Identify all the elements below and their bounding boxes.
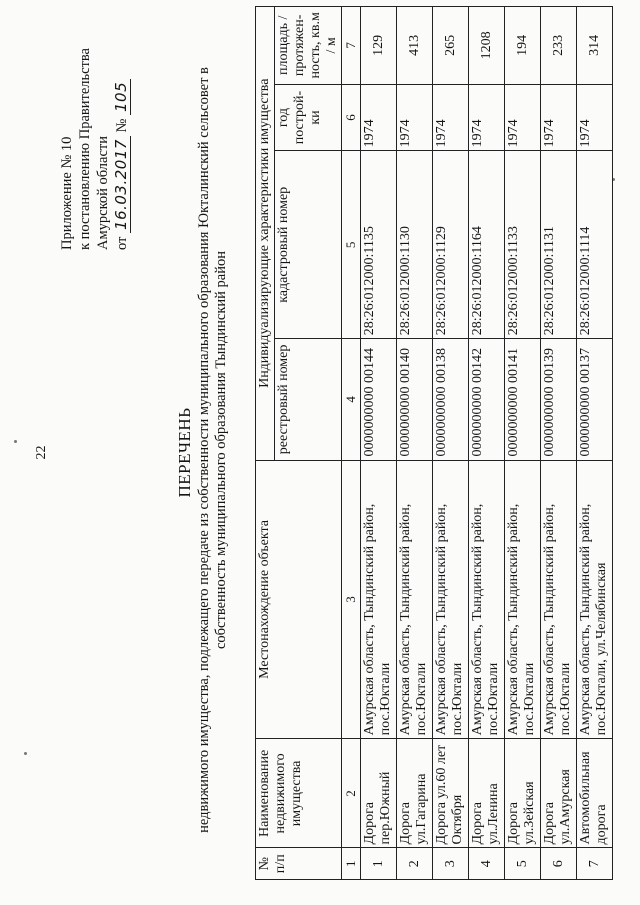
cell-location: Амурская область, Тындинский район, пос.Юктали: [469, 460, 505, 739]
table-row: [397, 7, 433, 880]
appendix-date-line: [112, 0, 131, 250]
cell-cadastral: 28:26:012000:1133: [505, 151, 541, 339]
cell-number: 5: [505, 848, 541, 880]
cell-location: Амурская область, Тындинский район, пос.Юктали: [541, 460, 577, 739]
column-number: 4: [342, 339, 361, 460]
cell-number: 1: [361, 848, 397, 880]
document-subtitle: [196, 15, 230, 885]
cell-year: 1974: [361, 84, 397, 151]
cell-year: 1974: [541, 84, 577, 151]
table-row: [577, 7, 613, 880]
header-name: Наименование недвижимого имущества: [256, 739, 342, 848]
cell-area: 413: [397, 7, 433, 85]
table-header-row: [256, 7, 275, 880]
handwritten-number: 105: [112, 79, 131, 115]
header-area: площадь / протяжен-ность, кв.м / м: [275, 7, 342, 85]
cell-registry: 0000000000 00139: [541, 339, 577, 460]
cell-cadastral: 28:26:012000:1135: [361, 151, 397, 339]
cell-location: Амурская область, Тындинский район, пос.Юктали: [433, 460, 469, 739]
appendix-line: Амурской области: [95, 136, 111, 250]
header-registry: реестровый номер: [275, 339, 342, 460]
appendix-line: к постановлению Правительства: [77, 48, 93, 250]
page-number: 22: [34, 445, 49, 460]
cell-registry: 0000000000 00141: [505, 339, 541, 460]
cell-number: 7: [577, 848, 613, 880]
header-location: Местонахождение объекта: [256, 460, 342, 739]
cell-year: 1974: [433, 84, 469, 151]
subtitle-line: собственность муниципального образования Тындинский район: [213, 251, 229, 650]
cell-location: Амурская область, Тындинский район, пос.Юктали: [397, 460, 433, 739]
cell-year: 1974: [469, 84, 505, 151]
property-table: [255, 6, 613, 880]
cell-registry: 0000000000 00144: [361, 339, 397, 460]
cell-location: Амурская область, Тындинский район, пос.Юктали: [505, 460, 541, 739]
cell-area: 129: [361, 7, 397, 85]
cell-name: Автомобильная дорога: [577, 739, 613, 848]
cell-location: Амурская область, Тындинский район, пос.Юктали: [361, 460, 397, 739]
cell-name: Дорога ул.Гагарина: [397, 739, 433, 848]
cell-location: Амурская область, Тындинский район, пос.Юктали, ул.Челябинская: [577, 460, 613, 739]
column-number: 7: [342, 7, 361, 85]
cell-name: Дорога ул.Зейская: [505, 739, 541, 848]
header-characteristics: Индивидуализирующие характеристики имущества: [256, 7, 275, 461]
table-row: [469, 7, 505, 880]
appendix-line: Приложение № 10: [59, 136, 75, 250]
column-number: 6: [342, 84, 361, 151]
date-prefix: от: [114, 236, 130, 250]
column-number: 2: [342, 739, 361, 848]
cell-year: 1974: [505, 84, 541, 151]
appendix-header: [58, 0, 131, 250]
header-number: № п/п: [256, 848, 342, 880]
cell-cadastral: 28:26:012000:1129: [433, 151, 469, 339]
cell-number: 2: [397, 848, 433, 880]
cell-number: 6: [541, 848, 577, 880]
column-number: 5: [342, 151, 361, 339]
cell-cadastral: 28:26:012000:1114: [577, 151, 613, 339]
number-prefix: №: [114, 118, 130, 133]
column-number-row: [342, 7, 361, 880]
cell-cadastral: 28:26:012000:1131: [541, 151, 577, 339]
cell-cadastral: 28:26:012000:1164: [469, 151, 505, 339]
table-row: [505, 7, 541, 880]
subtitle-line: недвижимого имущества, подлежащего передаче из собственности муниципального образования Юкталинский сельсовет в: [196, 67, 212, 833]
cell-number: 3: [433, 848, 469, 880]
column-number: 3: [342, 460, 361, 739]
cell-name: Дорога ул.Амурская: [541, 739, 577, 848]
table-row: [433, 7, 469, 880]
handwritten-date: 16.03.2017: [112, 136, 131, 233]
column-number: 1: [342, 848, 361, 880]
cell-area: 265: [433, 7, 469, 85]
cell-area: 1208: [469, 7, 505, 85]
cell-year: 1974: [397, 84, 433, 151]
table-row: [361, 7, 397, 880]
cell-year: 1974: [577, 84, 613, 151]
cell-registry: 0000000000 00142: [469, 339, 505, 460]
cell-name: Дорога пер.Южный: [361, 739, 397, 848]
cell-area: 194: [505, 7, 541, 85]
cell-registry: 0000000000 00138: [433, 339, 469, 460]
cell-name: Дорога ул.Ленина: [469, 739, 505, 848]
cell-number: 4: [469, 848, 505, 880]
header-year: год построй-ки: [275, 84, 342, 151]
cell-cadastral: 28:26:012000:1130: [397, 151, 433, 339]
table-row: [541, 7, 577, 880]
cell-area: 233: [541, 7, 577, 85]
cell-registry: 0000000000 00140: [397, 339, 433, 460]
document-title: ПЕРЕЧЕНЬ: [175, 407, 194, 498]
cell-name: Дорога ул.60 лет Октября: [433, 739, 469, 848]
header-cadastral: кадастровый номер: [275, 151, 342, 339]
cell-area: 314: [577, 7, 613, 85]
cell-registry: 0000000000 00137: [577, 339, 613, 460]
